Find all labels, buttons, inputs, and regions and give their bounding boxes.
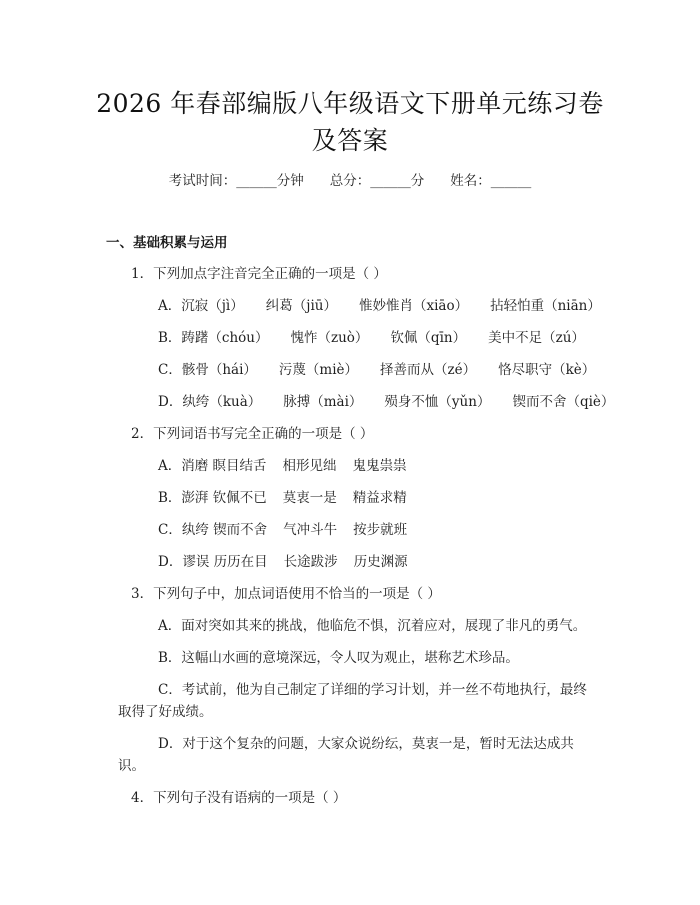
question-2-option-a: A．消磨 瞑目结舌 相形见绌 鬼鬼祟祟 — [158, 458, 407, 474]
document-title-line-1: 2026 年春部编版八年级语文下册单元练习卷 — [96, 89, 604, 118]
question-3-option-c-line-2: 取得了好成绩。 — [118, 704, 213, 720]
exam-time: 考试时间：______分钟 — [168, 173, 304, 189]
exam-meta — [0, 169, 700, 189]
exam-score: 总分：______分 — [329, 173, 425, 189]
question-1-option-c: C．骸骨（hái） 污蔑（miè） 择善而从（zé） 恪尽职守（kè） — [158, 362, 596, 378]
question-2-stem: 2．下列词语书写完全正确的一项是（ ） — [131, 426, 374, 442]
question-1-option-a: A．沉寂（jì） 纠葛（jiū） 惟妙惟肖（xiāo） 拈轻怕重（niān） — [158, 298, 601, 314]
question-1-option-d: D．纨绔（kuà） 脉搏（mài） 殒身不恤（yǔn） 锲而不舍（qiè） — [158, 394, 615, 410]
question-4-stem: 4．下列句子没有语病的一项是（ ） — [131, 790, 347, 806]
question-1-option-b: B．踌躇（chóu） 愧怍（zuò） 钦佩（qīn） 美中不足（zú） — [158, 330, 585, 346]
question-2-option-d: D．谬误 历历在目 长途跋涉 历史渊源 — [158, 554, 408, 570]
question-3-option-b: B．这幅山水画的意境深远，令人叹为观止，堪称艺术珍品。 — [158, 650, 519, 666]
question-3-option-c-line-1: C．考试前，他为自己制定了详细的学习计划，并一丝不苟地执行，最终 — [158, 682, 587, 698]
question-3-option-a: A．面对突如其来的挑战，他临危不惧，沉着应对，展现了非凡的勇气。 — [158, 618, 587, 634]
question-2-option-c: C．纨绔 锲而不舍 气冲斗牛 按步就班 — [158, 522, 408, 538]
question-3-option-d-line-2: 识。 — [118, 758, 145, 774]
question-2-option-b: B．澎湃 钦佩不已 莫衷一是 精益求精 — [158, 490, 407, 506]
section-heading: 一、基础积累与运用 — [106, 235, 228, 251]
question-3-stem: 3．下列句子中，加点词语使用不恰当的一项是（ ） — [131, 586, 441, 602]
exam-name: 姓名：______ — [450, 173, 532, 189]
question-3-option-d-line-1: D．对于这个复杂的问题，大家众说纷纭，莫衷一是，暂时无法达成共 — [158, 736, 574, 752]
document-title-line-2: 及答案 — [311, 126, 389, 155]
question-1-stem: 1．下列加点字注音完全正确的一项是（ ） — [131, 266, 387, 282]
